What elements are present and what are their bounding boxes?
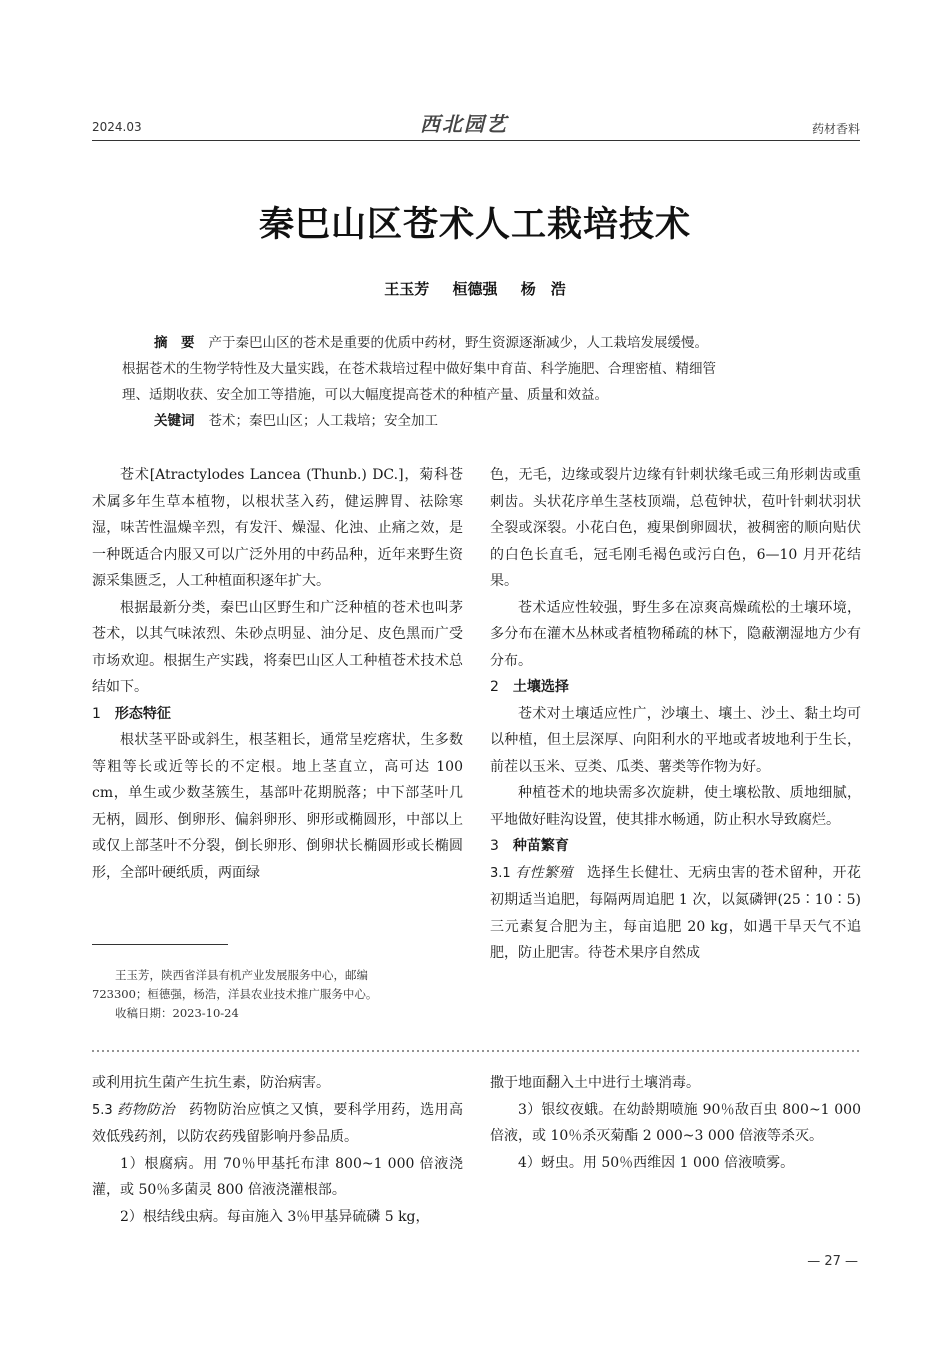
paragraph: 色，无毛，边缘或裂片边缘有针刺状缘毛或三角形刺齿或重刺齿。头状花序单生茎枝顶端，总苞钟状，苞叶针刺状羽状全裂或深裂。小花白色，瘦果倒卵圆状，被稠密的顺向贴伏的白色长直毛，冠毛刚毛褐色或污白色，6—10 月开花结果。 <box>490 467 861 589</box>
received-date: 收稿日期：2023-10-24 <box>115 1006 239 1020</box>
abstract-label: 摘 要 <box>154 335 195 351</box>
author-2: 桓德强 <box>452 280 498 298</box>
author-list <box>0 278 950 299</box>
section-heading <box>92 701 463 728</box>
subsection-text: 选择生长健壮、无病虫害的苍术留种，开花初期适当追肥，每隔两周追肥 1 次，以氮磷钾(25∶10∶5)三元素复合肥为主，每亩追肥 20 kg，如遇干旱天气不追肥，防止肥害。待苍术果序自然成 <box>490 864 862 961</box>
subsection-text: 药物防治应慎之又慎，要科学用药，选用高效低残药剂，以防农药残留影响丹参品质。 <box>92 1101 464 1145</box>
author-footnote <box>92 966 462 1023</box>
body-left-column <box>92 462 463 886</box>
list-item: 4）蚜虫。用 50％西维因 1 000 倍液喷雾。 <box>518 1154 795 1171</box>
list-item: 2）根结线虫病。每亩施入 3％甲基异硫磷 5 kg， <box>120 1208 430 1225</box>
abstract <box>122 330 832 434</box>
section-title: 形态特征 <box>114 705 171 722</box>
section-title: 土壤选择 <box>512 679 569 695</box>
paragraph: 种植苍术的地块需多次旋耕，使土壤松散、质地细腻，平地做好畦沟设置，使其排水畅通，防止积水导致腐烂。 <box>490 785 861 828</box>
issue-date: 2024.03 <box>92 120 142 134</box>
paragraph: 根状茎平卧或斜生，根茎粗长，通常呈疙瘩状，生多数等粗等长或近等长的不定根。地上茎直立，高可达 100 cm，单生或少数茎簇生，基部叶花期脱落；中下部茎叶几无柄，圆形、倒卵形、偏斜卵形、卵形或椭圆形，中部以上或仅上部茎叶不分裂，倒长卵形、倒卵状长椭圆形或长椭圆形，全部叶硬纸质，两面绿 <box>92 732 463 881</box>
subsection-title: 有性繁殖 <box>514 864 573 881</box>
abstract-text-3: 理、适期收获、安全加工等措施，可以大幅度提高苍术的种植产量、质量和效益。 <box>122 387 608 403</box>
section-label: 药材香料 <box>811 122 860 136</box>
section-number: 1 <box>92 705 101 722</box>
paragraph: 苍术[Atractylodes Lancea (Thunb.) DC.]，菊科苍术属多年生草本植物，以根状茎入药，健运脾胃、祛除寒湿，味苦性温燥辛烈，有发汗、燥湿、化浊、止痛之效，是一种既适合内服又可以广泛外用的中药品种，近年来野生资源采集匮乏，人工种植面积逐年扩大。 <box>92 467 463 589</box>
continued-right-column <box>490 1070 861 1176</box>
footnote-divider <box>92 944 228 945</box>
list-item: 1）根腐病。用 70％甲基托布津 800~1 000 倍液浇灌，或 50％多菌灵 800 倍液浇灌根部。 <box>92 1155 463 1198</box>
continued-left-column <box>92 1070 463 1230</box>
paragraph: 苍术适应性较强，野生多在凉爽高燥疏松的土壤环境，多分布在灌木丛林或者植物稀疏的林下，隐蔽潮湿地方少有分布。 <box>490 599 861 669</box>
subsection-number: 3.1 <box>490 865 511 881</box>
section-number: 3 <box>490 838 499 854</box>
page-number: — 27 — <box>807 1254 858 1269</box>
header-divider <box>92 140 860 141</box>
abstract-text-2: 根据苍术的生物学特性及大量实践，在苍术栽培过程中做好集中育苗、科学施肥、合理密植、精细管 <box>122 361 716 377</box>
paragraph: 或利用抗生菌产生抗生素，防治病害。 <box>92 1075 330 1091</box>
author-1: 王玉芳 <box>384 280 430 298</box>
section-heading <box>490 674 861 701</box>
subsection-number: 5.3 <box>92 1102 113 1118</box>
section-number: 2 <box>490 679 499 695</box>
footnote-line: 王玉芳，陕西省洋县有机产业发展服务中心，邮编 <box>115 968 368 982</box>
body-right-column <box>490 462 861 967</box>
journal-logo: 西北园艺 <box>420 112 508 136</box>
keywords-text: 苍术；秦巴山区；人工栽培；安全加工 <box>208 413 438 429</box>
paragraph: 撒于地面翻入土中进行土壤消毒。 <box>490 1075 700 1091</box>
article-title: 秦巴山区苍术人工栽培技术 <box>258 204 691 245</box>
keywords-label: 关键词 <box>154 413 195 429</box>
author-3: 杨 浩 <box>520 280 566 298</box>
section-title: 种苗繁育 <box>512 838 569 854</box>
paragraph: 根据最新分类，秦巴山区野生和广泛种植的苍术也叫茅苍术，以其气味浓烈、朱砂点明显、油分足、皮色黑而广受市场欢迎。根据生产实践，将秦巴山区人工种植苍术技术总结如下。 <box>92 599 463 695</box>
footnote-line: 723300；桓德强，杨浩，洋县农业技术推广服务中心。 <box>92 987 378 1001</box>
subsection-title: 药物防治 <box>116 1101 175 1118</box>
paragraph: 苍术对土壤适应性广，沙壤土、壤土、沙土、黏土均可以种植，但土层深厚、向阳利水的平地或者坡地利于生长，前茬以玉米、豆类、瓜类、薯类等作物为好。 <box>490 705 861 775</box>
abstract-text-1: 产于秦巴山区的苍术是重要的优质中药材，野生资源逐渐减少，人工栽培发展缓慢。 <box>208 335 708 351</box>
list-item: 3）银纹夜蛾。在幼龄期喷施 90％敌百虫 800~1 000 倍液，或 10％杀灭菊酯 2 000~3 000 倍液等杀灭。 <box>490 1101 861 1144</box>
section-heading <box>490 833 861 860</box>
continuation-separator <box>92 1048 860 1054</box>
